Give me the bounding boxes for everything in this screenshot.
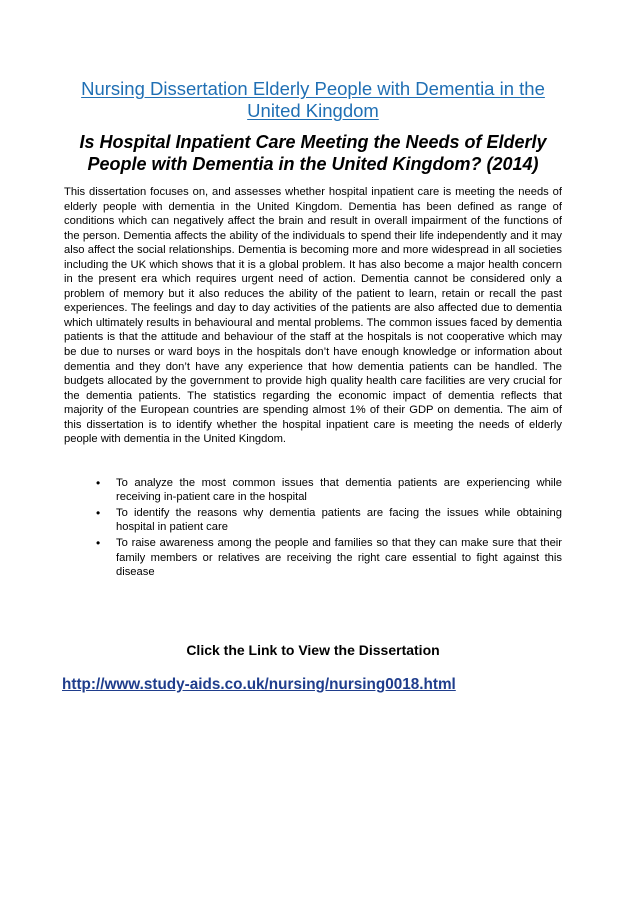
list-item	[64, 506, 562, 535]
objectives-list	[64, 476, 562, 580]
bullet-icon: •	[96, 475, 101, 490]
bullet-icon: •	[96, 536, 101, 551]
list-item	[64, 476, 562, 505]
list-item	[64, 536, 562, 580]
bullet-icon: •	[96, 505, 101, 520]
objective-text: To analyze the most common issues that dementia patients are experiencing while receiving in-patient care in the hospital	[116, 476, 562, 504]
dissertation-link[interactable]: http://www.study-aids.co.uk/nursing/nursing0018.html	[62, 675, 456, 693]
abstract-paragraph: This dissertation focuses on, and assesses whether hospital inpatient care is meeting the needs of elderly people with dementia in the United Kingdom. Dementia has been defined as range of conditions which can negatively affect the brain and result in overall impairment of the functions of the person. Dementia affects the ability of the individuals to spend their life independently and it may also affect the social relationships. Dementia is becoming more and more widespread in all societies including the UK which shows that it is a global problem. It has also become a major health concern in the present era which requires urgent need of action. Dementia cannot be considered only a problem of memory but it also reduces the ability of the patient to learn, retain or recall the past experiences. The feelings and day to day activities of the patients are also affected due to dementia which ultimately results in behavioural and mental problems. The common issues faced by dementia patients is that the attitude and behaviour of the staff at the hospitals is not cooperative which may be due to nurses or ward boys in the hospitals don’t have enough knowledge or information about dementia and they don’t have any experience that how dementia patients can be handled. The budgets allocated by the government to provide high quality health care facilities are very crucial for the dementia patients. The statistics regarding the economic impact of dementia reflects that majority of the European countries are spending almost 1% of their GDP on dementia. The aim of this dissertation is to identify whether the hospital inpatient care is meeting the needs of elderly people with dementia in the United Kingdom.	[64, 186, 562, 446]
document-subtitle: Is Hospital Inpatient Care Meeting the Needs of Elderly People with Dementia in the United Kingdom? (2014)	[79, 132, 547, 174]
call-to-action: Click the Link to View the Dissertation	[186, 641, 440, 658]
objective-text: To identify the reasons why dementia patients are facing the issues while obtaining hospital in patient care	[116, 506, 562, 534]
document-page	[64, 78, 562, 694]
document-title: Nursing Dissertation Elderly People with Dementia in the United Kingdom	[81, 78, 545, 121]
objective-text: To raise awareness among the people and families so that they can make sure that their family members or relatives are receiving the right care essential to fight against this disease	[116, 537, 562, 579]
